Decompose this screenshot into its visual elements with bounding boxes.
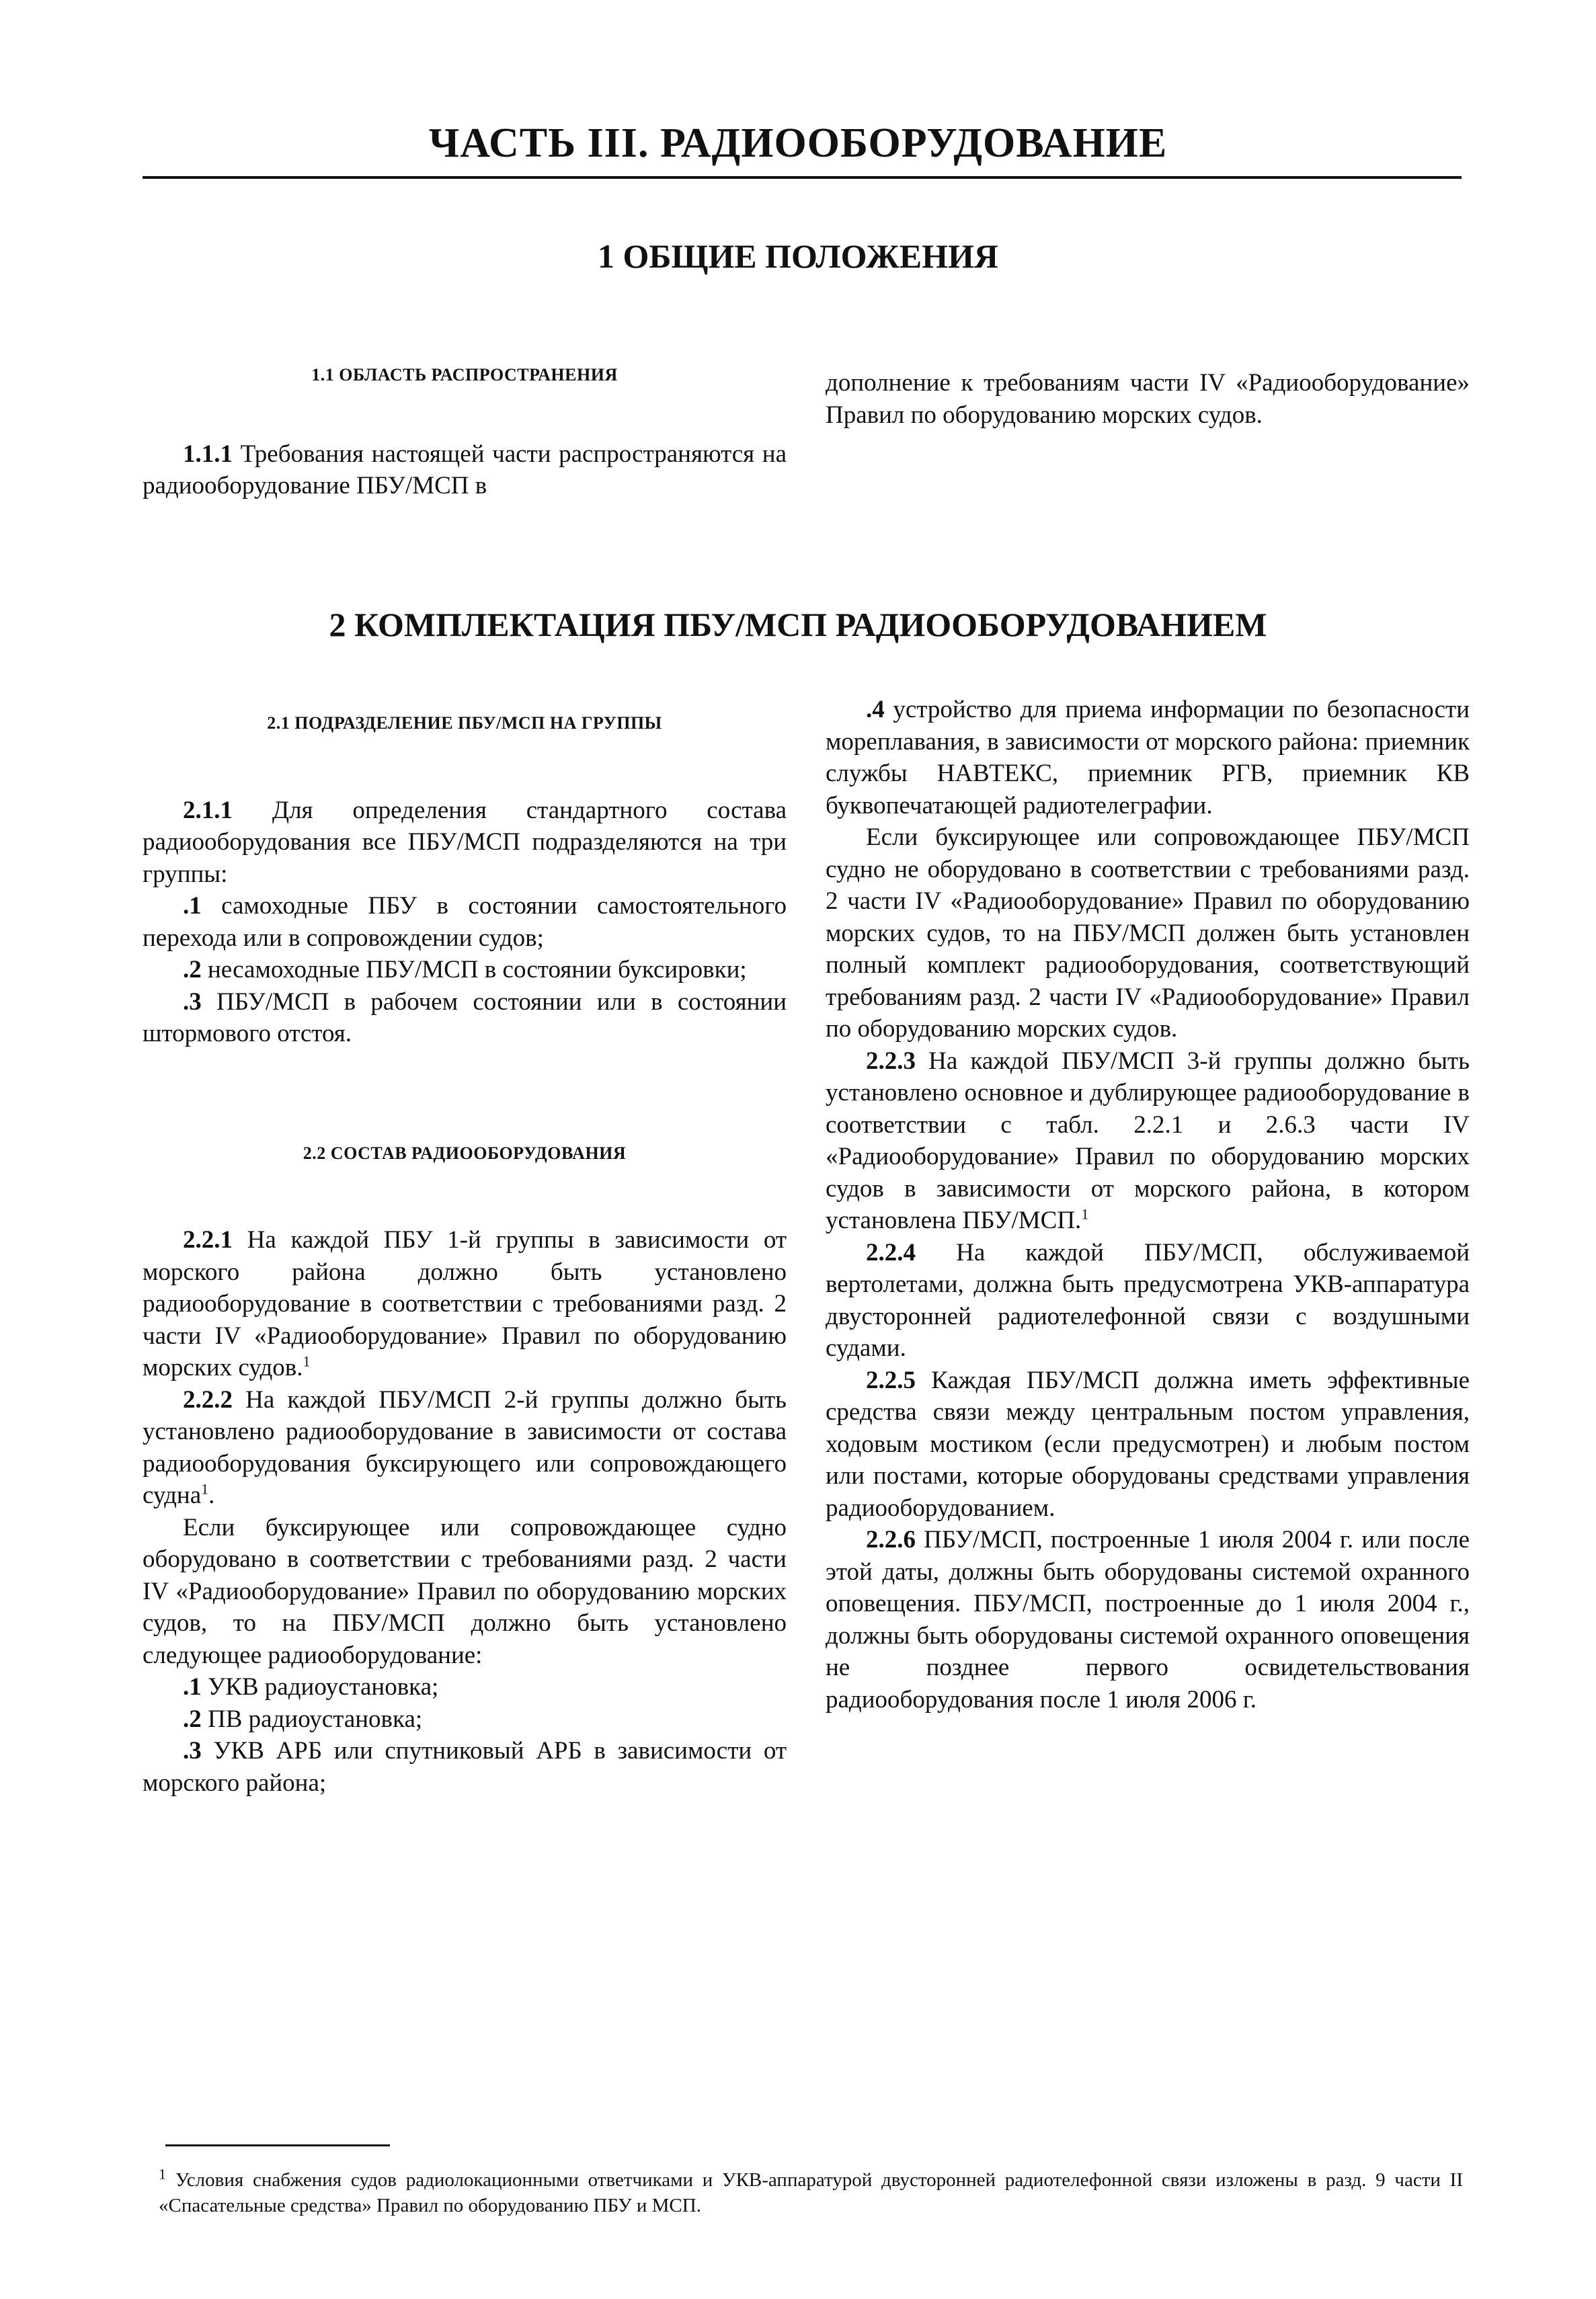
clause-number: 1.1.1: [183, 440, 233, 468]
part-title: ЧАСТЬ III. РАДИООБОРУДОВАНИЕ: [428, 120, 1168, 166]
clause-number: 2.2.6: [866, 1526, 916, 1554]
equipment-item-2: .2 ПВ радиоустановка;: [183, 1705, 423, 1733]
clause-text: На каждой ПБУ/МСП 3-й группы должно быть установлено основное и дублирующее радиооборудование в соответствии с табл. 2.2.1 и 2.6.3 части IV «Радиооборудование» Правил по оборудованию морских судов в зависимости от морского района, в котором установлена ПБУ/МСП.: [826, 1047, 1470, 1234]
clause-number: 2.2.1: [183, 1226, 233, 1254]
equipment-item-1: .1 УКВ радиоустановка;: [183, 1673, 439, 1701]
clause-number: 2.2.5: [866, 1366, 916, 1394]
section-1-title: 1 ОБЩИЕ ПОЛОЖЕНИЯ: [598, 237, 998, 275]
clause-number: 2.2.4: [866, 1238, 916, 1266]
subsection-1-1-heading: 1.1 ОБЛАСТЬ РАСПРОСТРАНЕНИЯ: [311, 365, 618, 385]
section-1-right-column: [826, 367, 1470, 431]
footnote-mark: 1: [159, 2165, 166, 2183]
clause-text: На каждой ПБУ/МСП 2-й группы должно быть установлено радиооборудование в зависимости от состава радиооборудования буксирующего или сопровождающего судна: [143, 1385, 787, 1509]
title-rule: [143, 176, 1462, 179]
paragraph-2-2-1: [143, 1224, 787, 1384]
footnote: [159, 2167, 1463, 2218]
section-2-right-column: [826, 694, 1470, 1716]
paragraph-2-2-3: [826, 1045, 1470, 1237]
paragraph-1-1-1: [143, 438, 787, 502]
footnote-ref: 1: [201, 1480, 209, 1498]
paragraph-if-not-equipped: Если буксирующее или сопровождающее ПБУ/МСП судно не оборудовано в соответствии с требованиями разд. 2 части IV «Радиооборудование» Правил по оборудованию морских судов, то на ПБУ/МСП должен быть установлен полный комплект радиооборудования, соответствующий требованиям разд. 2 части IV «Радиооборудование» Правил по оборудованию морских судов.: [826, 823, 1470, 1043]
group-item-2: .2 несамоходные ПБУ/МСП в состоянии буксировки;: [183, 956, 747, 983]
clause-text: На каждой ПБУ 1-й группы в зависимости от морского района должно быть установлено радиооборудование в соответствии с требованиями разд. 2 части IV «Радиооборудование» Правил по оборудованию морских судов.: [143, 1226, 787, 1381]
equipment-item-3: .3 УКВ АРБ или спутниковый АРБ в зависимости от морского района;: [143, 1737, 787, 1797]
footnote-ref: 1: [303, 1353, 311, 1370]
paragraph-2-2-2-if-equipped: Если буксирующее или сопровождающее судно оборудовано в соответствии с требованиями разд. 2 части IV «Радиооборудование» Правил по оборудованию морских судов, то на ПБУ/МСП должно быть установлено следующее радиооборудование:: [143, 1513, 787, 1669]
clause-text: ПБУ/МСП, построенные 1 июля 2004 г. или после этой даты, должны быть оборудованы системой охранного оповещения. ПБУ/МСП, построенные до 1 июля 2004 г., должны быть оборудованы системой охранного оповещения не позднее первого освидетельствования радиооборудования после 1 июля 2006 г.: [826, 1526, 1470, 1713]
section-2-title: 2 КОМПЛЕКТАЦИЯ ПБУ/МСП РАДИООБОРУДОВАНИЕМ: [329, 606, 1267, 643]
clause-text: На каждой ПБУ/МСП, обслуживаемой вертолетами, должна быть предусмотрена УКВ-аппаратура двусторонней радиотелефонной связи с воздушными судами.: [826, 1238, 1470, 1362]
clause-text: Каждая ПБУ/МСП должна иметь эффективные средства связи между центральным постом управления, ходовым мостиком (если предусмотрен) и любым постом или постами, которые оборудованы средствами управления радиооборудованием.: [826, 1366, 1470, 1522]
clause-text: Требования настоящей части распространяются на радиооборудование ПБУ/МСП в: [143, 440, 787, 499]
group-item-3: .3 ПБУ/МСП в рабочем состоянии или в состоянии штормового отстоя.: [143, 987, 787, 1047]
section-1-left-column: [143, 359, 787, 502]
clause-number: 2.1.1: [183, 796, 233, 824]
group-item-1: .1 самоходные ПБУ в состоянии самостоятельного перехода или в сопровождении судов;: [143, 892, 787, 952]
subsection-2-2-heading: 2.2 СОСТАВ РАДИООБОРУДОВАНИЯ: [303, 1143, 627, 1163]
clause-number: 2.2.2: [183, 1385, 233, 1414]
clause-text: Для определения стандартного состава радиооборудования все ПБУ/МСП подразделяются на три группы:: [143, 796, 787, 888]
footnote-text: Условия снабжения судов радиолокационными ответчиками и УКВ-аппаратурой двусторонней радиотелефонной связи изложены в разд. 9 части II «Спасательные средства» Правил по оборудованию ПБУ и МСП.: [159, 2169, 1463, 2216]
paragraph-1-1-1-continued: дополнение к требованиям части IV «Радиооборудование» Правил по оборудованию морских судов.: [826, 369, 1470, 429]
paragraph-2-2-2: 2.2.2 На каждой ПБУ/МСП 2-й группы должно быть установлено радиооборудование в зависимости от состава радиооборудования буксирующего или сопровождающего судна$^1$.: [143, 1385, 787, 1509]
equipment-item-4: .4 устройство для приема информации по безопасности мореплавания, в зависимости от морского района: приемник службы НАВТЕКС, приемник РГВ, приемник КВ буквопечатающей радиотелеграфии.: [826, 696, 1470, 819]
paragraph-2-2-4: [826, 1237, 1470, 1365]
section-2-left-column: [143, 707, 787, 1799]
paragraph-2-2-6: [826, 1524, 1470, 1716]
clause-number: 2.2.3: [866, 1047, 916, 1075]
subsection-2-1-heading: 2.1 ПОДРАЗДЕЛЕНИЕ ПБУ/МСП НА ГРУППЫ: [267, 713, 662, 733]
footnote-rule: [165, 2144, 390, 2146]
paragraph-2-2-5: [826, 1365, 1470, 1525]
paragraph-2-1-1: [143, 795, 787, 891]
footnote-ref: 1: [1081, 1205, 1089, 1223]
